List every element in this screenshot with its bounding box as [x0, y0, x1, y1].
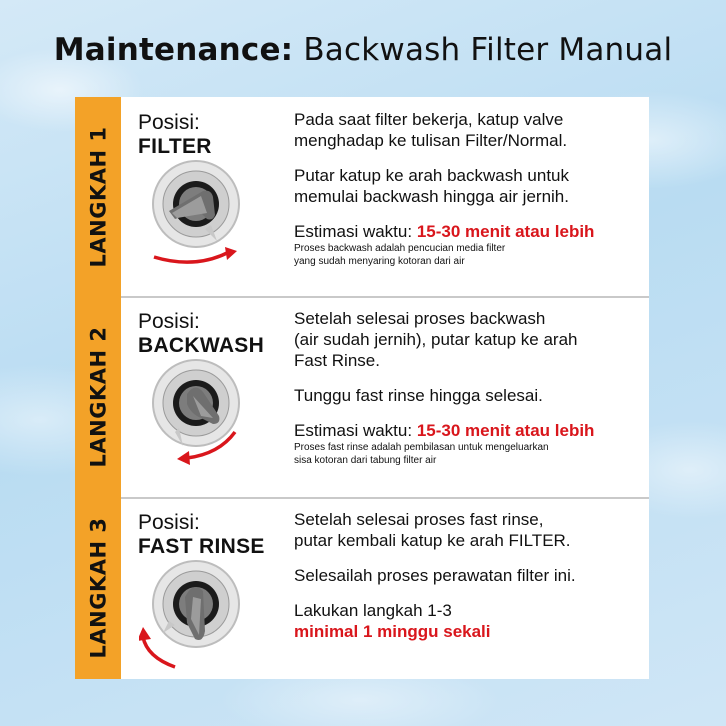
step-2-text	[294, 308, 644, 467]
frequency-emphasis: minimal 1 minggu sekali	[294, 622, 491, 641]
step-2-position	[138, 310, 264, 359]
text-line: putar kembali katup ke arah FILTER.	[294, 531, 571, 550]
position-prefix: Posisi:	[138, 511, 200, 534]
text-line: Setelah selesai proses fast rinse,	[294, 510, 544, 529]
text-line: Selesailah proses perawatan filter ini.	[294, 566, 576, 585]
position-prefix: Posisi:	[138, 111, 200, 134]
title-rest: Backwash Filter Manual	[303, 32, 673, 68]
step-3-label: LANGKAH 3	[86, 517, 111, 659]
position-name: FILTER	[138, 135, 212, 158]
text-line: memulai backwash hingga air jernih.	[294, 187, 569, 206]
page-title	[0, 32, 726, 68]
step-3-position	[138, 511, 265, 560]
text-line: menghadap ke tulisan Filter/Normal.	[294, 131, 568, 150]
instruction-panel	[75, 97, 649, 679]
note: Proses backwash adalah pencucian media filter yang sudah menyaring kotoran dari air	[294, 243, 506, 267]
step-3	[86, 497, 649, 679]
title-bold: Maintenance:	[53, 32, 294, 68]
estimate-value: 15-30 menit atau lebih	[416, 421, 595, 440]
step-1-text	[294, 109, 644, 268]
step-2	[86, 296, 649, 499]
position-prefix: Posisi:	[138, 310, 200, 333]
text-line: (air sudah jernih), putar katup ke arah	[294, 330, 578, 349]
estimate: Estimasi waktu: 15-30 menit atau lebih	[294, 421, 595, 440]
estimate-value: 15-30 menit atau lebih	[416, 222, 595, 241]
valve-handle-icon	[139, 358, 254, 473]
text-line: Putar katup ke arah backwash untuk	[294, 166, 569, 185]
text-line: Tunggu fast rinse hingga selesai.	[294, 386, 543, 405]
text-line: Setelah selesai proses backwash	[294, 309, 546, 328]
estimate: Estimasi waktu: 15-30 menit atau lebih	[294, 222, 595, 241]
text-line: Fast Rinse.	[294, 351, 380, 370]
step-1	[86, 97, 649, 298]
valve-handle-icon	[139, 159, 254, 274]
step-3-text	[294, 509, 644, 642]
valve-handle-icon	[139, 559, 254, 674]
note: Proses fast rinse adalah pembilasan untuk mengeluarkan sisa kotoran dari tabung filter air	[294, 442, 549, 466]
step-2-label: LANGKAH 2	[86, 326, 111, 467]
position-name: FAST RINSE	[138, 535, 265, 558]
step-1-label: LANGKAH 1	[86, 126, 111, 267]
position-name: BACKWASH	[138, 334, 265, 357]
text-line: Pada saat filter bekerja, katup valve	[294, 110, 564, 129]
text-line: Lakukan langkah 1-3	[294, 601, 452, 620]
step-1-position	[138, 111, 212, 160]
